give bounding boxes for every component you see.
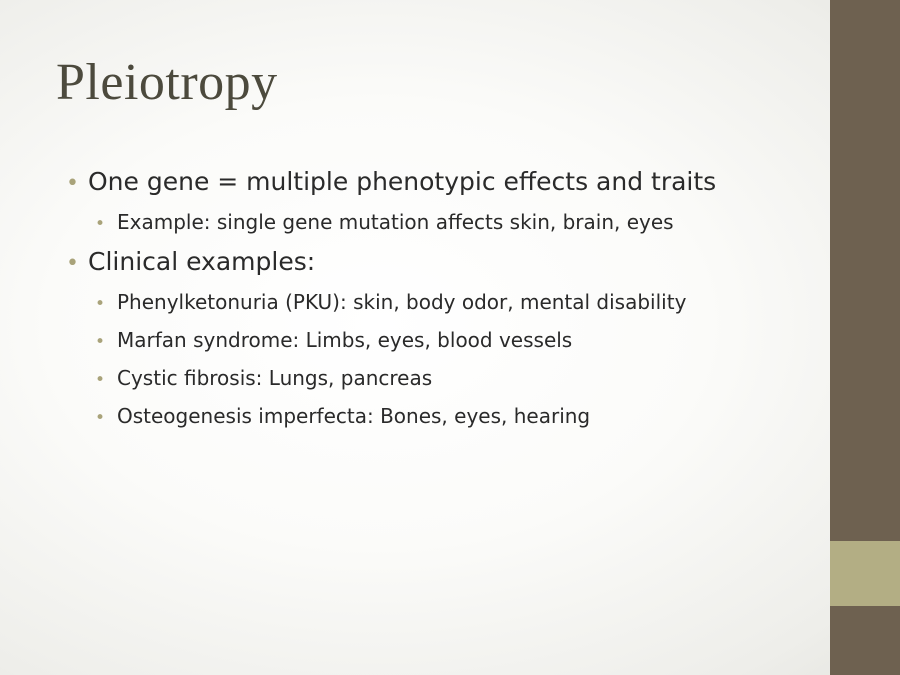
- bullet-icon: •: [66, 251, 79, 276]
- sub-bullet-item: [95, 398, 716, 436]
- bullet-item: [66, 162, 716, 204]
- sub-bullet-item: [95, 204, 716, 242]
- slide-title: Pleiotropy: [56, 54, 278, 111]
- sub-bullet-item: [95, 322, 716, 360]
- bullet-icon: •: [95, 408, 106, 428]
- sub-bullet-text: Osteogenesis imperfecta: Bones, eyes, hearing: [117, 404, 591, 428]
- bullet-icon: •: [95, 294, 106, 314]
- bullet-icon: •: [95, 214, 106, 234]
- sub-bullet-text: Marfan syndrome: Limbs, eyes, blood vessels: [117, 328, 573, 352]
- sub-bullet-item: [95, 284, 716, 322]
- sub-bullet-item: [95, 360, 716, 398]
- side-decoration-accent: [830, 541, 900, 606]
- bullet-icon: •: [95, 332, 106, 352]
- bullet-icon: •: [95, 370, 106, 390]
- sub-bullet-text: Cystic fibrosis: Lungs, pancreas: [117, 366, 433, 390]
- sub-bullet-text: Phenylketonuria (PKU): skin, body odor, mental disability: [117, 290, 687, 314]
- sub-bullet-text: Example: single gene mutation affects skin, brain, eyes: [117, 210, 674, 234]
- bullet-text: One gene = multiple phenotypic effects and traits: [88, 167, 717, 196]
- bullet-item: [66, 242, 716, 284]
- bullet-text: Clinical examples:: [88, 247, 316, 276]
- bullet-icon: •: [66, 171, 79, 196]
- bullet-list: [66, 162, 716, 436]
